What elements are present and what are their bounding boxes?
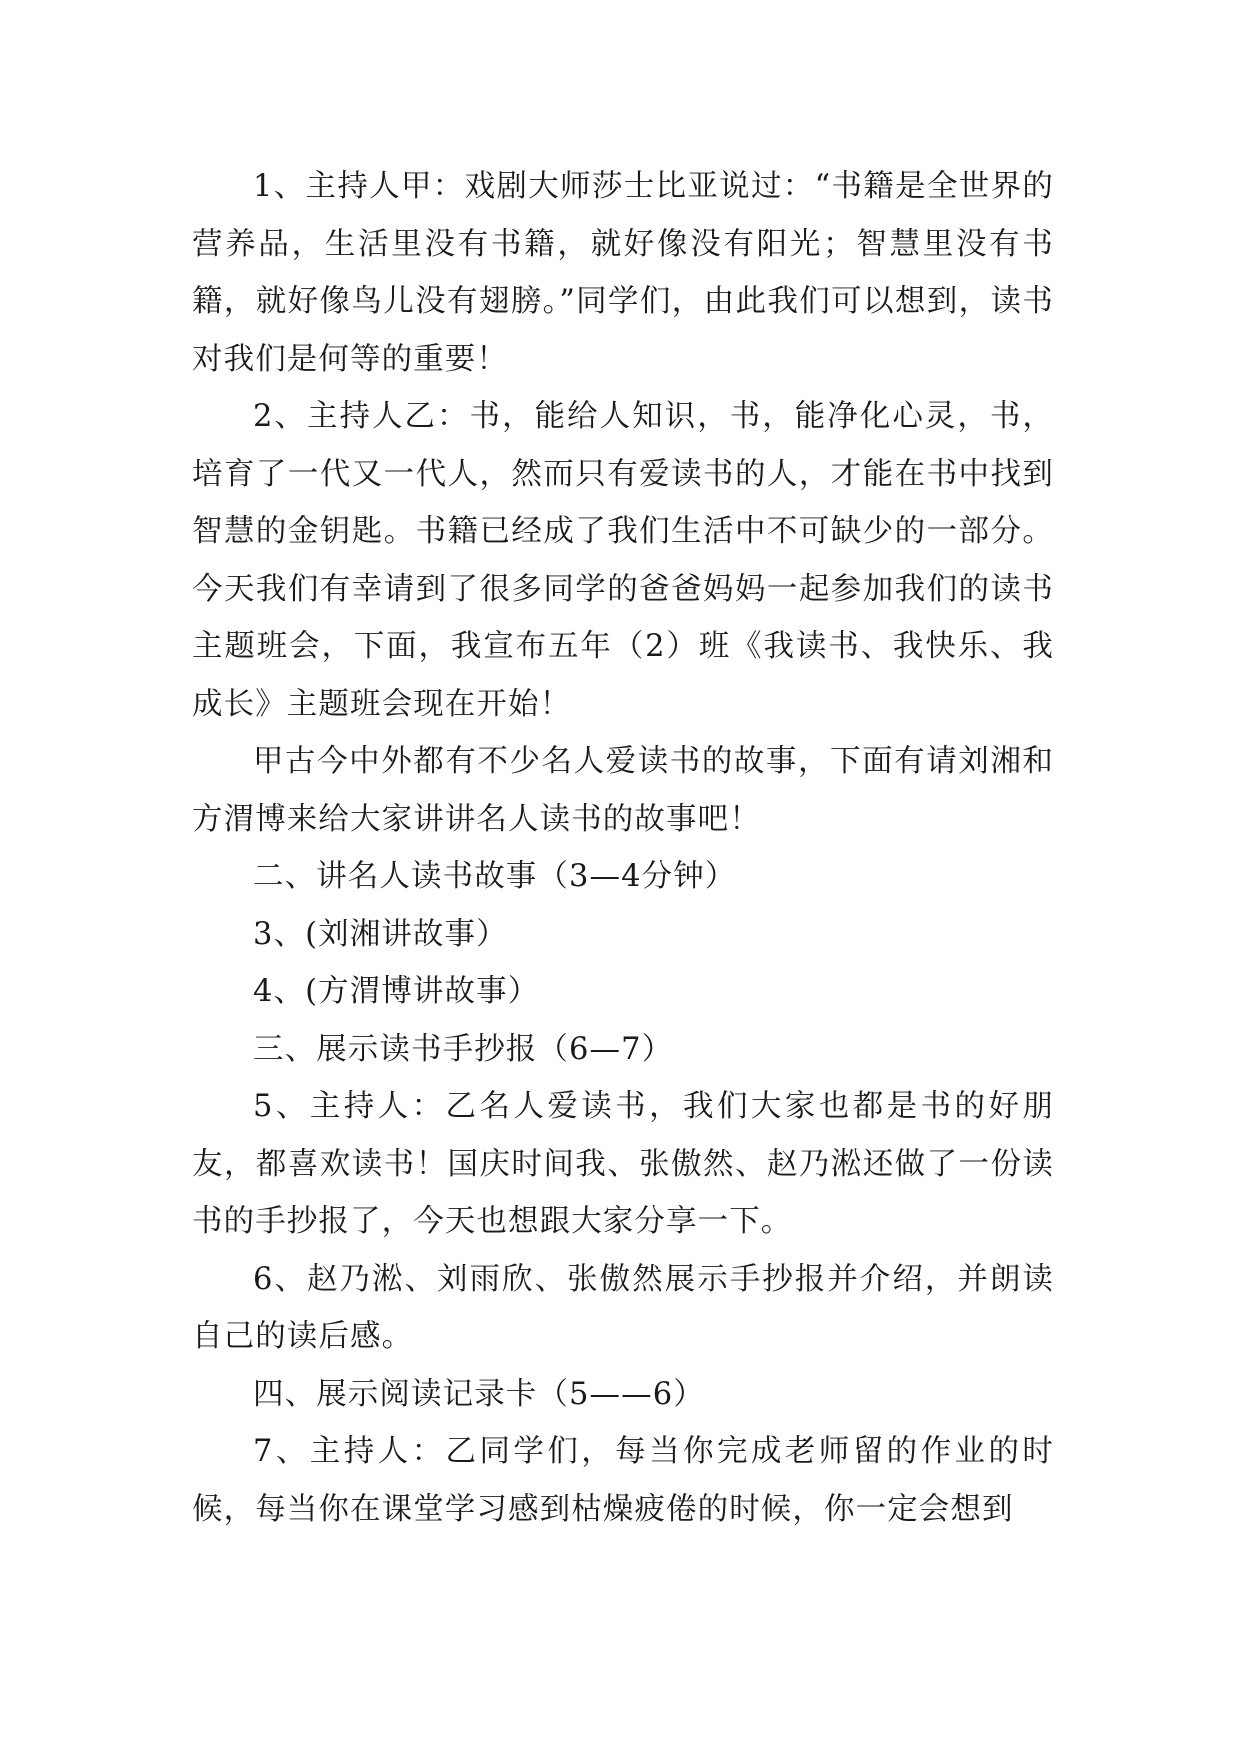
paragraph-handcopy-presentation: 6、赵乃淞、刘雨欣、张傲然展示手抄报并介绍，并朗读自己的读后感。 <box>192 1261 1054 1354</box>
document-body <box>192 158 1054 1538</box>
paragraph-host-b-opening: 2、主持人乙：书，能给人知识，书，能净化心灵，书，培育了一代又一代人，然而只有爱读书的人，才能在书中找到智慧的金钥匙。书籍已经成了我们生活中不可缺少的一部分。今天我们有幸请到了很多同学的爸爸妈妈一起参加我们的读书主题班会，下面，我宣布五年（2）班《我读书、我快乐、我成长》主题班会现在开始！ <box>192 399 1054 722</box>
list-item-story-fang: 4、(方渭博讲故事） <box>253 974 540 1009</box>
paragraph-host-a-transition: 甲古今中外都有不少名人爱读书的故事，下面有请刘湘和方渭博来给大家讲讲名人读书的故事吧！ <box>192 744 1054 837</box>
list-item-story-liu: 3、(刘湘讲故事） <box>253 916 508 952</box>
paragraph-host-reading-card: 7、主持人：乙同学们，每当你完成老师留的作业的时候，每当你在课堂学习感到枯燥疲倦的时候，你一定会想到 <box>192 1434 1054 1527</box>
section-heading-reading-card: 四、展示阅读记录卡（5——6） <box>253 1376 705 1412</box>
section-heading-handcopy: 三、展示读书手抄报（6—7） <box>253 1031 674 1067</box>
paragraph-host-handcopy: 5、主持人：乙名人爱读书，我们大家也都是书的好朋友，都喜欢读书！国庆时间我、张傲然、赵乃淞还做了一份读书的手抄报了，今天也想跟大家分享一下。 <box>192 1089 1054 1239</box>
section-heading-stories: 二、讲名人读书故事（3—4分钟） <box>253 859 737 894</box>
paragraph-host-a-opening: 1、主持人甲：戏剧大师莎士比亚说过：“书籍是全世界的营养品，生活里没有书籍，就好像没有阳光；智慧里没有书籍，就好像鸟儿没有翅膀。”同学们，由此我们可以想到，读书对我们是何等的重要！ <box>192 169 1054 377</box>
